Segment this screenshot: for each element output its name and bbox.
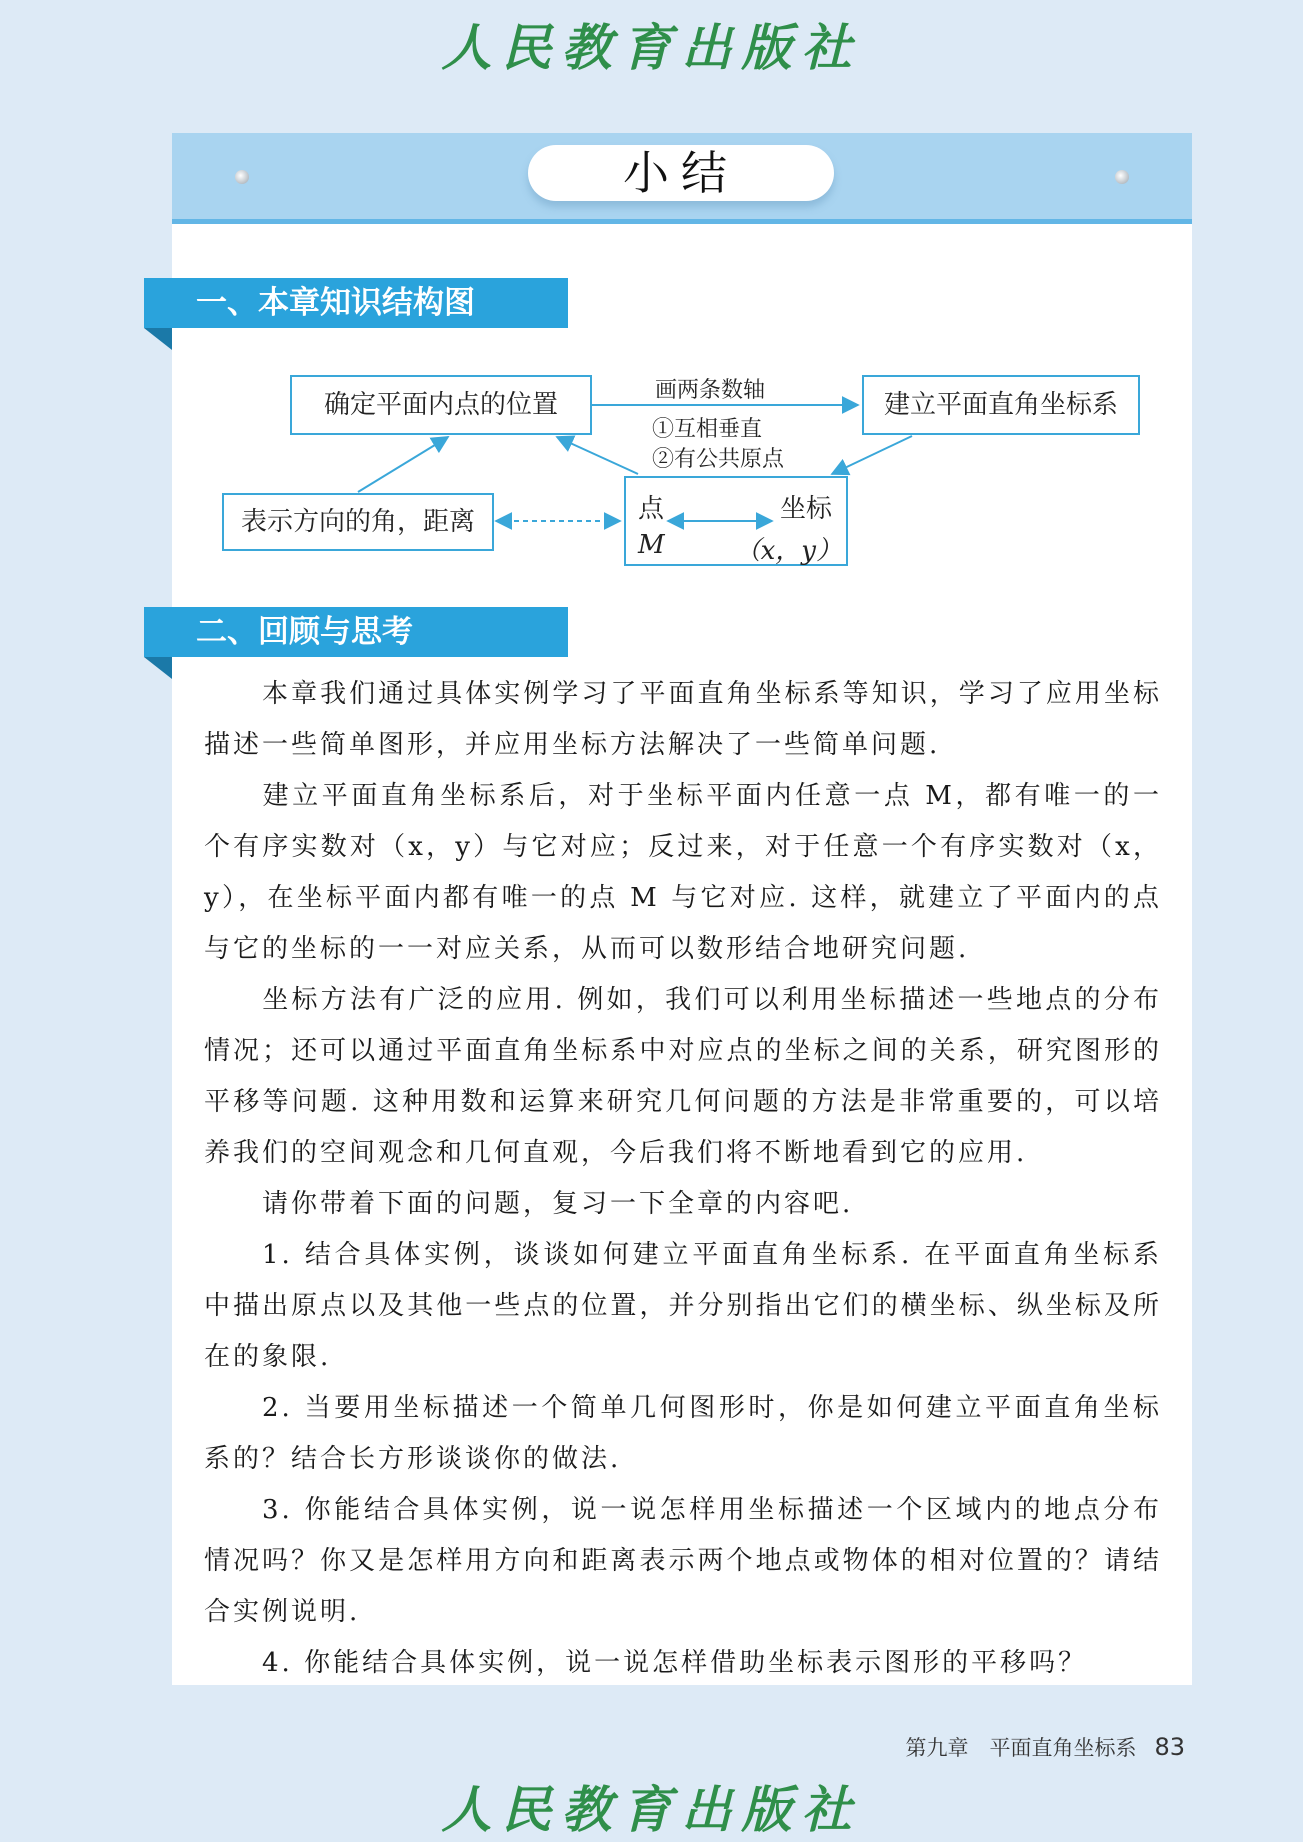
binder-hole-icon (1115, 170, 1129, 184)
footer-chapter: 第九章 平面直角坐标系 (905, 1736, 1137, 1760)
title-band (172, 133, 1192, 224)
page-number: 83 (1154, 1733, 1185, 1761)
question-item: 1. 结合具体实例，谈谈如何建立平面直角坐标系. 在平面直角坐标系中描出原点以及其他一些点的位置，并分别指出它们的横坐标、纵坐标及所在的象限. (204, 1240, 1162, 1372)
diagram-box-point-coord (624, 476, 848, 566)
diagram-box-position: 确定平面内点的位置 (290, 375, 592, 435)
coord-xy-label: （x，y） (734, 536, 842, 566)
coord-label: 坐标 (779, 494, 832, 524)
diagram-box-direction: 表示方向的角，距离 (222, 493, 494, 551)
arrow-label-origin: ②有公共原点 (652, 447, 785, 472)
paragraph: 请你带着下面的问题，复习一下全章的内容吧. (262, 1189, 854, 1219)
page-footer (905, 1732, 1185, 1762)
point-label: 点 (638, 494, 665, 524)
question-item: 2. 当要用坐标描述一个简单几何图形时，你是如何建立平面直角坐标系的？结合长方形谈谈你的做法. (204, 1393, 1162, 1474)
tab-fold-shape (144, 657, 172, 679)
arrow-label-axes: 画两条数轴 (655, 378, 766, 403)
diagram-box-coord-system: 建立平面直角坐标系 (862, 375, 1140, 435)
question-item: 3. 你能结合具体实例，说一说怎样用坐标描述一个区域内的地点分布情况吗？你又是怎样用方向和距离表示两个地点或物体的相对位置的？请结合实例说明. (204, 1495, 1162, 1627)
paragraph: 本章我们通过具体实例学习了平面直角坐标系等知识，学习了应用坐标描述一些简单图形，并应用坐标方法解决了一些简单问题. (204, 679, 1162, 760)
publisher-logo-top: 人民教育出版社 (441, 18, 862, 77)
point-M-label: M (638, 530, 665, 560)
section-heading-label: 二、回顾与思考 (196, 614, 413, 650)
arrow-label-perpendicular: ①互相垂直 (652, 417, 763, 442)
publisher-logo-bottom: 人民教育出版社 (441, 1780, 862, 1839)
section-heading-label: 一、本章知识结构图 (196, 285, 475, 321)
paragraph: 坐标方法有广泛的应用. 例如，我们可以利用坐标描述一些地点的分布情况；还可以通过平面直角坐标系中对应点的坐标之间的关系，研究图形的平移等问题. 这种用数和运算来研究几何问题的方法是非常重要的，可以培养我们的空间观念和几何直观，今后我们将不断地看到它的应用. (204, 985, 1162, 1168)
tab-fold-shape (144, 328, 172, 350)
question-item: 4. 你能结合具体实例，说一说怎样借助坐标表示图形的平移吗？ (262, 1648, 1088, 1678)
section-heading-review (144, 607, 568, 657)
page-title: 小结 (528, 145, 834, 201)
paragraph: 建立平面直角坐标系后，对于坐标平面内任意一点 M，都有唯一的一个有序实数对（x，y）与它对应；反过来，对于任意一个有序实数对（x，y），在坐标平面内都有唯一的点 M 与它对应. 这样，就建立了平面内的点与它的坐标的一一对应关系，从而可以数形结合地研究问题. (204, 781, 1162, 964)
binder-hole-icon (235, 170, 249, 184)
section-heading-structure (144, 278, 568, 328)
